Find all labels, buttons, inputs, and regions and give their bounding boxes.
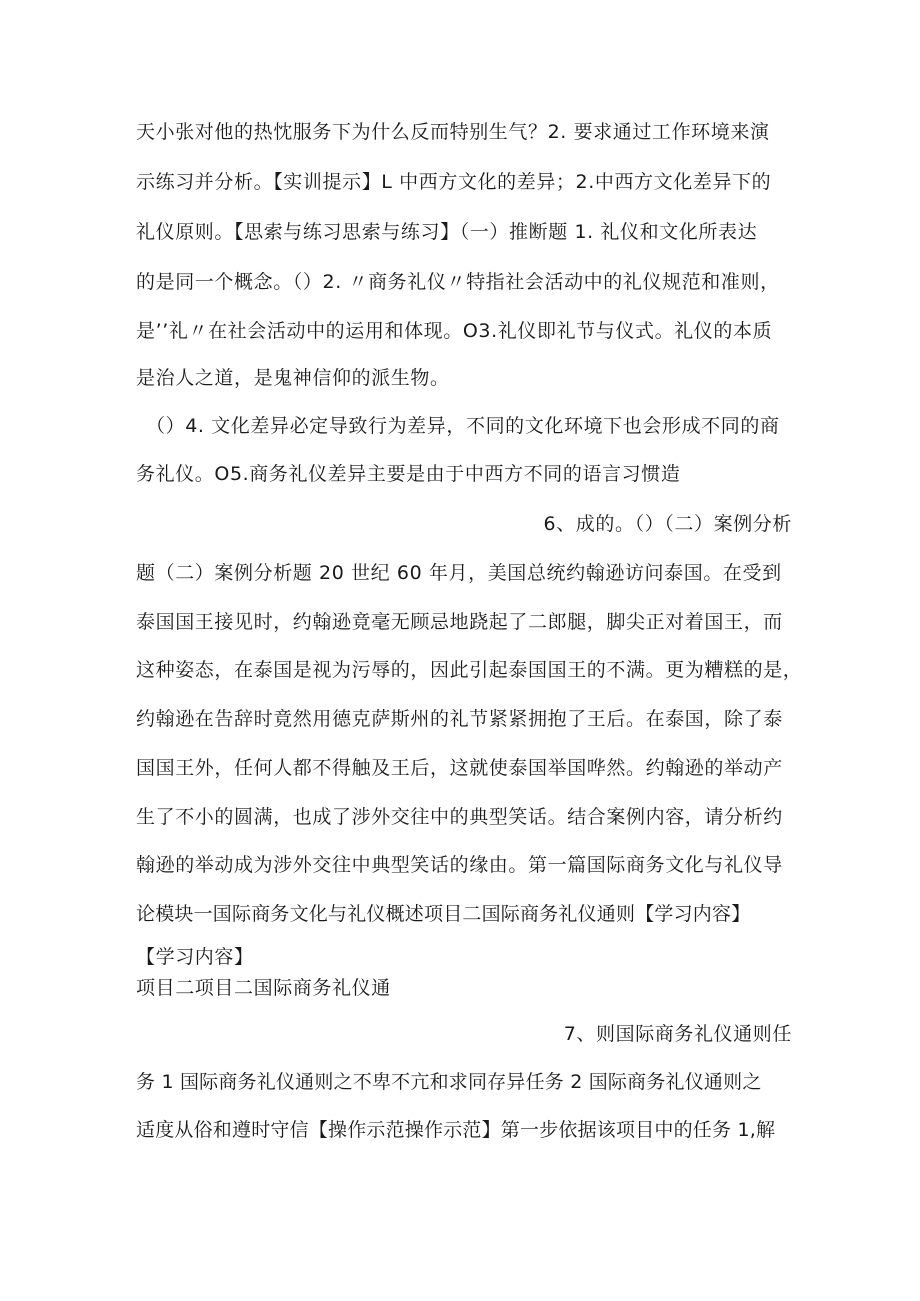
text-line-3: 礼仪原则。【思索与练习思索与练习】（一）推断题 1. 礼仪和文化所表达 bbox=[136, 221, 758, 243]
text-line-14: 国国王外，任何人都不得触及王后，这就使泰国举国哗然。约翰逊的举动产 bbox=[136, 757, 783, 779]
text-line-21: 务 1 国际商务礼仪通则之不卑不亢和求同存异任务 2 国际商务礼仪通则之 bbox=[136, 1071, 762, 1093]
text-line-10: 题（二）案例分析题 20 世纪 60 年月，美国总统约翰逊访问泰国。在受到 bbox=[136, 562, 782, 584]
text-line-11: 泰国国王接见时，约翰逊竟毫无顾忌地跷起了二郎腿，脚尖正对着国王，而 bbox=[136, 611, 783, 633]
text-line-12: 这种姿态，在泰国是视为污辱的，因此引起泰国国王的不满。更为糟糕的是， bbox=[136, 659, 803, 681]
text-line-9: 6、成的。（）（二）案例分析 bbox=[543, 513, 792, 535]
text-line-15: 生了不小的圆满，也成了涉外交往中的典型笑话。结合案例内容，请分析约 bbox=[136, 806, 783, 828]
text-line-19: 项目二项目二国际商务礼仪通 bbox=[136, 977, 391, 999]
text-line-1: 天小张对他的热忱服务下为什么反而特别生气？2. 要求通过工作环境来演 bbox=[136, 121, 770, 143]
text-line-17: 论模块一国际商务文化与礼仪概述项目二国际商务礼仪通则【学习内容】 bbox=[136, 903, 751, 925]
text-line-2: 示练习并分析。【实训提示】L 中西方文化的差异；2.中西方文化差异下的 bbox=[136, 171, 772, 193]
text-line-22: 适度从俗和遵时守信【操作示范操作示范】第一步依据该项目中的任务 1,解 bbox=[136, 1119, 776, 1141]
text-line-7: （）4. 文化差异必定导致行为差异，不同的文化环境下也会形成不同的商 bbox=[146, 415, 780, 437]
text-line-6: 是治人之道，是鬼神信仰的派生物。 bbox=[136, 367, 450, 389]
text-line-20: 7、则国际商务礼仪通则任 bbox=[563, 1023, 792, 1045]
text-line-18: 【学习内容】 bbox=[136, 946, 254, 968]
text-line-5: 是’’礼〃在社会活动中的运用和体现。O3.礼仪即礼节与仪式。礼仪的本质 bbox=[136, 320, 773, 342]
text-line-8: 务礼仪。O5.商务礼仪差异主要是由于中西方不同的语言习惯造 bbox=[136, 463, 681, 485]
text-line-13: 约翰逊在告辞时竟然用德克萨斯州的礼节紧紧拥抱了王后。在泰国，除了泰 bbox=[136, 708, 783, 730]
text-line-16: 翰逊的举动成为涉外交往中典型笑话的缘由。第一篇国际商务文化与礼仪导 bbox=[136, 854, 783, 876]
text-line-4: 的是同一个概念。（）2. 〃商务礼仪〃特指社会活动中的礼仪规范和准则， bbox=[136, 271, 780, 293]
